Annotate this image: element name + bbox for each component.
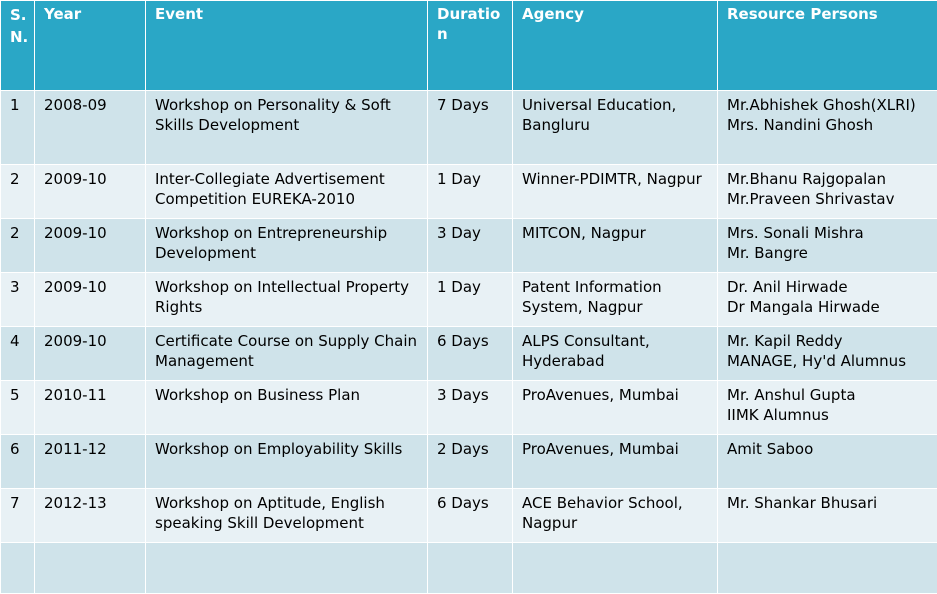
table-row	[1, 381, 937, 435]
cell-resource-persons	[718, 381, 937, 435]
cell-duration: 3 Days	[428, 381, 513, 435]
cell-resource-persons	[718, 489, 937, 543]
resource-person: Mr.Bhanu Rajgopalan	[727, 169, 932, 189]
resource-person: IIMK Alumnus	[727, 405, 932, 425]
cell-sn: 5	[1, 381, 35, 435]
cell-event: Workshop on Entrepreneurship Development	[146, 219, 428, 273]
cell-agency: ProAvenues, Mumbai	[513, 435, 718, 489]
resource-person: Mr. Anshul Gupta	[727, 385, 932, 405]
cell-agency: Patent Information System, Nagpur	[513, 273, 718, 327]
header-sn: S.N.	[1, 1, 35, 91]
cell-duration: 3 Day	[428, 219, 513, 273]
cell-agency: ALPS Consultant, Hyderabad	[513, 327, 718, 381]
cell-year	[35, 543, 146, 594]
table-body	[1, 91, 937, 594]
resource-person: Mr. Bangre	[727, 243, 932, 263]
resource-person: Dr Mangala Hirwade	[727, 297, 932, 317]
cell-sn: 1	[1, 91, 35, 165]
resource-person: Dr. Anil Hirwade	[727, 277, 932, 297]
cell-sn: 6	[1, 435, 35, 489]
table-row	[1, 543, 937, 594]
cell-agency: Winner-PDIMTR, Nagpur	[513, 165, 718, 219]
cell-agency: MITCON, Nagpur	[513, 219, 718, 273]
cell-sn: 7	[1, 489, 35, 543]
resource-person: Mr. Kapil Reddy	[727, 331, 932, 351]
cell-event: Workshop on Employability Skills	[146, 435, 428, 489]
cell-duration: 6 Days	[428, 489, 513, 543]
cell-agency	[513, 543, 718, 594]
cell-event: Workshop on Business Plan	[146, 381, 428, 435]
cell-duration: 7 Days	[428, 91, 513, 165]
cell-event: Certificate Course on Supply Chain Management	[146, 327, 428, 381]
table-row	[1, 327, 937, 381]
resource-person: MANAGE, Hy'd Alumnus	[727, 351, 932, 371]
header-resource-persons: Resource Persons	[718, 1, 937, 91]
cell-event	[146, 543, 428, 594]
cell-resource-persons	[718, 327, 937, 381]
header-event: Event	[146, 1, 428, 91]
table-row	[1, 219, 937, 273]
header-agency: Agency	[513, 1, 718, 91]
resource-person: Mr.Praveen Shrivastav	[727, 189, 932, 209]
cell-year: 2009-10	[35, 219, 146, 273]
cell-year: 2012-13	[35, 489, 146, 543]
table-header	[1, 1, 937, 91]
cell-year: 2009-10	[35, 165, 146, 219]
cell-duration: 2 Days	[428, 435, 513, 489]
table-row	[1, 489, 937, 543]
cell-sn: 2	[1, 219, 35, 273]
cell-duration	[428, 543, 513, 594]
header-year: Year	[35, 1, 146, 91]
cell-year: 2008-09	[35, 91, 146, 165]
cell-duration: 6 Days	[428, 327, 513, 381]
cell-year: 2009-10	[35, 327, 146, 381]
resource-person: Mr. Shankar Bhusari	[727, 493, 932, 513]
table-row	[1, 435, 937, 489]
table-row	[1, 91, 937, 165]
header-row	[1, 1, 937, 91]
cell-agency: Universal Education, Bangluru	[513, 91, 718, 165]
resource-person: Mr.Abhishek Ghosh(XLRI)	[727, 95, 932, 115]
cell-resource-persons	[718, 219, 937, 273]
cell-sn: 3	[1, 273, 35, 327]
cell-sn	[1, 543, 35, 594]
table-row	[1, 165, 937, 219]
cell-sn: 2	[1, 165, 35, 219]
cell-resource-persons	[718, 91, 937, 165]
resource-person: Mrs. Nandini Ghosh	[727, 115, 932, 135]
cell-event: Workshop on Aptitude, English speaking Skill Development	[146, 489, 428, 543]
resource-person: Amit Saboo	[727, 439, 932, 459]
cell-year: 2010-11	[35, 381, 146, 435]
cell-duration: 1 Day	[428, 165, 513, 219]
cell-agency: ACE Behavior School, Nagpur	[513, 489, 718, 543]
cell-year: 2009-10	[35, 273, 146, 327]
cell-resource-persons	[718, 435, 937, 489]
cell-event: Workshop on Personality & Soft Skills Development	[146, 91, 428, 165]
cell-duration: 1 Day	[428, 273, 513, 327]
cell-event: Workshop on Intellectual Property Rights	[146, 273, 428, 327]
cell-year: 2011-12	[35, 435, 146, 489]
header-duration: Duration	[428, 1, 513, 91]
table-row	[1, 273, 937, 327]
cell-resource-persons	[718, 165, 937, 219]
resource-person: Mrs. Sonali Mishra	[727, 223, 932, 243]
cell-resource-persons	[718, 273, 937, 327]
cell-event: Inter-Collegiate Advertisement Competition EUREKA-2010	[146, 165, 428, 219]
cell-sn: 4	[1, 327, 35, 381]
cell-resource-persons	[718, 543, 937, 594]
cell-agency: ProAvenues, Mumbai	[513, 381, 718, 435]
